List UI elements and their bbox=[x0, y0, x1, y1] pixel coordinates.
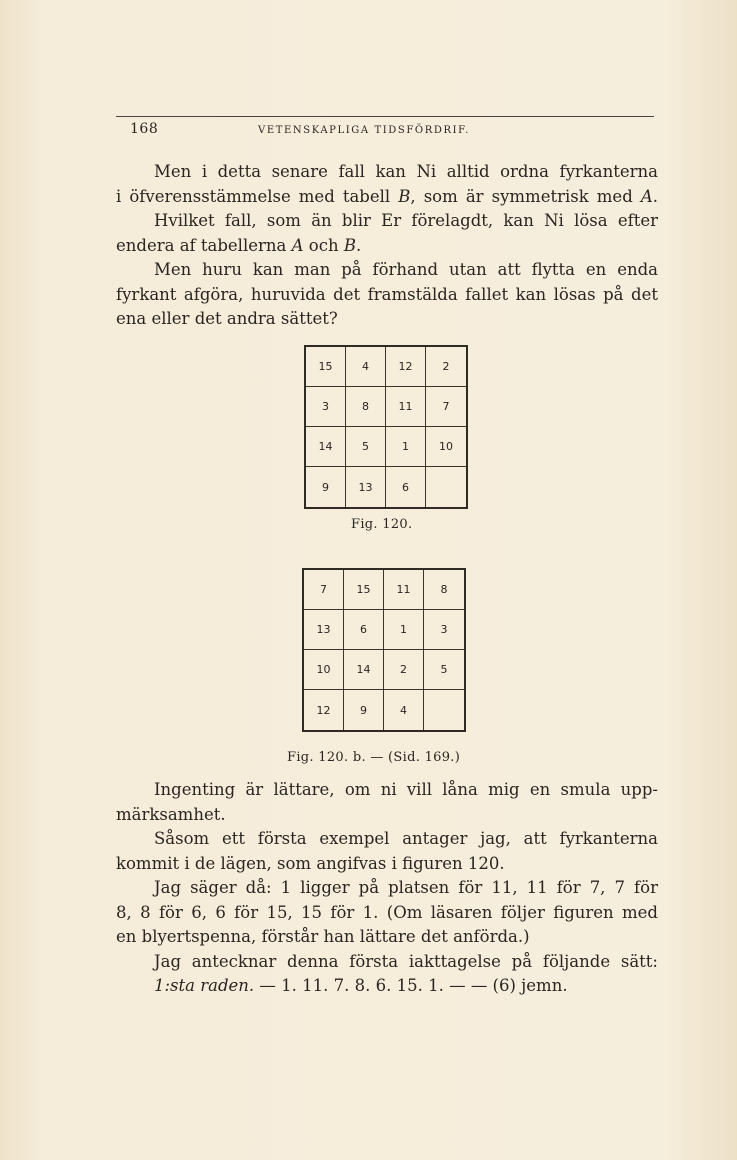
grid-cell: 2 bbox=[384, 650, 424, 690]
puzzle-grid-fig-120 bbox=[304, 345, 468, 509]
text-line: Såsom ett första exempel antager jag, att fyrkanterna bbox=[154, 829, 658, 848]
grid-cell: 14 bbox=[344, 650, 384, 690]
text-line: Ingenting är lättare, om ni vill låna mig en smula upp- bbox=[154, 780, 658, 799]
grid-cell: 15 bbox=[344, 570, 384, 610]
grid-cell: 12 bbox=[304, 690, 344, 730]
empty-cell bbox=[424, 690, 464, 730]
text-line: en blyertspenna, förstår han lättare det anförda.) bbox=[116, 927, 530, 946]
grid-cell: 7 bbox=[304, 570, 344, 610]
page-number: 168 bbox=[130, 121, 159, 137]
paragraph-explanation bbox=[116, 778, 658, 999]
grid-cell: 10 bbox=[304, 650, 344, 690]
grid-cell: 13 bbox=[346, 467, 386, 507]
grid-cell: 13 bbox=[304, 610, 344, 650]
paragraph-intro bbox=[116, 160, 658, 332]
grid-cell: 4 bbox=[346, 347, 386, 387]
grid-cell: 6 bbox=[386, 467, 426, 507]
text-line: fyrkant afgöra, huruvida det framstälda fallet kan lösas på det bbox=[116, 284, 658, 304]
grid-cell: 3 bbox=[424, 610, 464, 650]
grid-cell: 11 bbox=[386, 387, 426, 427]
running-title: VETENSKAPLIGA TIDSFÖRDRIF. bbox=[258, 125, 470, 136]
grid-cell: 9 bbox=[306, 467, 346, 507]
text-line: 8, 8 för 6, 6 för 15, 15 för 1. (Om läsaren följer figuren med bbox=[116, 902, 658, 922]
text-line: Men huru kan man på förhand utan att flytta en enda bbox=[154, 260, 658, 279]
page-header bbox=[116, 116, 654, 147]
grid-cell: 7 bbox=[426, 387, 466, 427]
grid-cell: 2 bbox=[426, 347, 466, 387]
empty-cell bbox=[426, 467, 466, 507]
text-line: Men i detta senare fall kan Ni alltid ordna fyrkanterna bbox=[154, 162, 658, 181]
grid-cell: 9 bbox=[344, 690, 384, 730]
grid-cell: 11 bbox=[384, 570, 424, 610]
grid-cell: 1 bbox=[384, 610, 424, 650]
grid-cell: 12 bbox=[386, 347, 426, 387]
text-line: ena eller det andra sättet? bbox=[116, 309, 338, 328]
puzzle-grid-fig-120b bbox=[302, 568, 466, 732]
text-line: 1:sta raden. — 1. 11. 7. 8. 6. 15. 1. — — (6) jemn. bbox=[154, 976, 568, 995]
grid-cell: 15 bbox=[306, 347, 346, 387]
figure-caption-120b: Fig. 120. b. — (Sid. 169.) bbox=[287, 750, 461, 765]
grid-cell: 6 bbox=[344, 610, 384, 650]
text-line: märksamhet. bbox=[116, 804, 226, 824]
grid-cell: 5 bbox=[424, 650, 464, 690]
text-line: i öfverensstämmelse med tabell B, som är symmetrisk med A. bbox=[116, 186, 658, 206]
figure-caption-120: Fig. 120. bbox=[351, 517, 413, 532]
text-line: kommit i de lägen, som angifvas i figuren 120. bbox=[116, 853, 505, 873]
grid-cell: 8 bbox=[346, 387, 386, 427]
grid-cell: 10 bbox=[426, 427, 466, 467]
text-line: Jag säger då: 1 ligger på platsen för 11, 11 för 7, 7 för bbox=[154, 878, 658, 897]
grid-cell: 8 bbox=[424, 570, 464, 610]
grid-cell: 5 bbox=[346, 427, 386, 467]
grid-cell: 1 bbox=[386, 427, 426, 467]
grid-cell: 4 bbox=[384, 690, 424, 730]
text-line: Jag antecknar denna första iakttagelse på följande sätt: bbox=[154, 951, 658, 971]
text-line: endera af tabellerna A och B. bbox=[116, 235, 362, 255]
grid-cell: 14 bbox=[306, 427, 346, 467]
grid-cell: 3 bbox=[306, 387, 346, 427]
text-line: Hvilket fall, som än blir Er förelagdt, kan Ni lösa efter bbox=[154, 211, 658, 230]
